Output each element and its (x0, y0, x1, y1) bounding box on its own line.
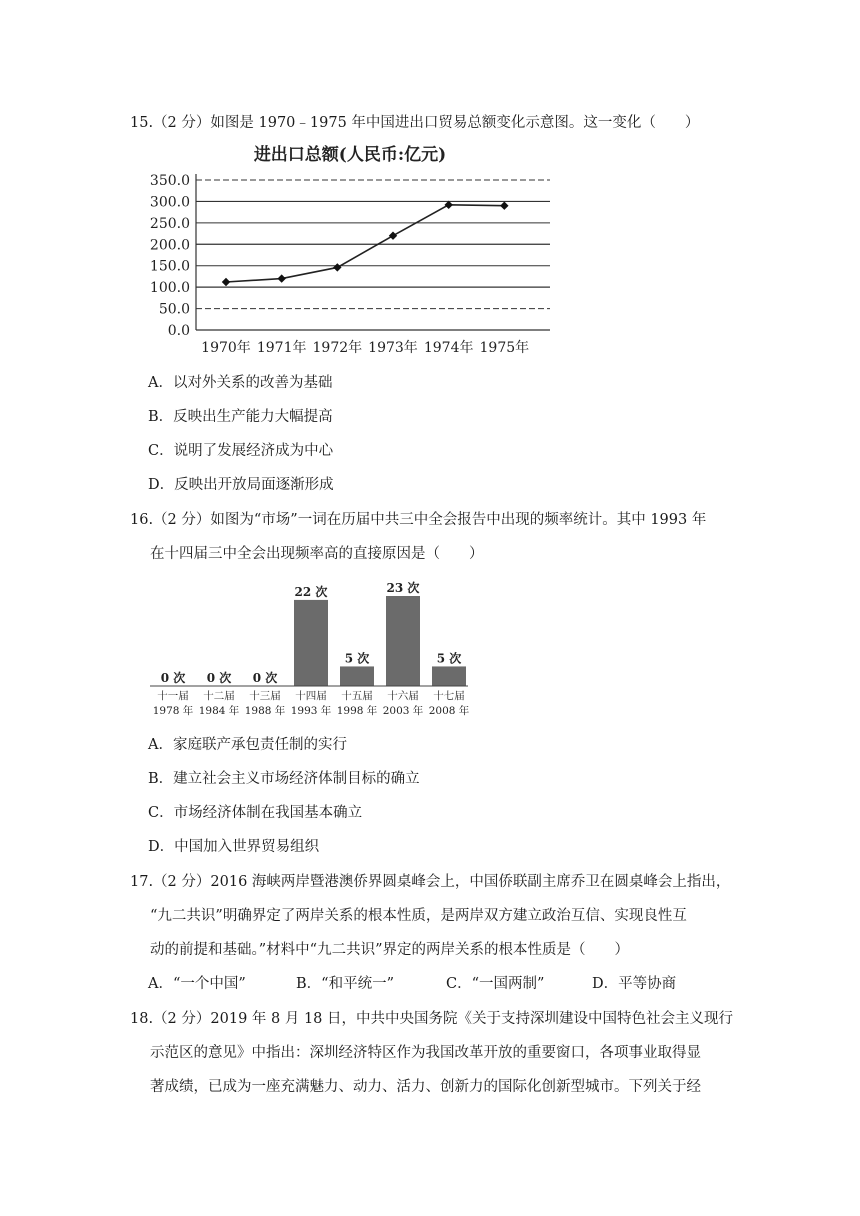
q18-stem-line1: 18.（2 分）2019 年 8 月 18 日，中共中央国务院《关于支持深圳建设中国特色社会主义现行 (130, 1011, 734, 1027)
chart2-bar (340, 666, 374, 686)
chart2-xtick-label: 十一届 (157, 690, 189, 702)
chart2-xtick-label: 十五届 (341, 690, 373, 702)
chart2-xtick-year: 1978 年 (152, 705, 194, 717)
chart1-title: 进出口总额(人民币:亿元) (253, 145, 447, 165)
chart2-xtick-label: 十六届 (387, 690, 419, 702)
chart1-data-point (277, 274, 285, 282)
chart2-data-label: 5 次 (436, 651, 462, 666)
chart1-ytick-label: 50.0 (158, 301, 190, 318)
chart1-ytick-label: 100.0 (150, 280, 190, 297)
chart1-data-point (333, 263, 341, 271)
chart2-xtick-label: 十二届 (203, 690, 235, 702)
chart1-xtick-label: 1975年 (479, 340, 530, 356)
q16-option-d[interactable]: D．中国加入世界贸易组织 (148, 839, 320, 855)
chart1-xtick-label: 1970年 (201, 340, 251, 356)
q16-stem-line2: 在十四届三中全会出现频率高的直接原因是（ ） (150, 546, 484, 562)
chart2-xtick-label: 十四届 (295, 690, 327, 702)
q16-option-b[interactable]: B．建立社会主义市场经济体制目标的确立 (148, 771, 420, 787)
q17-option-d[interactable]: D．平等协商 (592, 976, 677, 992)
chart1-ytick-label: 350.0 (150, 173, 190, 189)
q17-option-c[interactable]: C．“一国两制” (446, 976, 545, 992)
chart2-xtick-year: 1993 年 (290, 705, 332, 717)
chart2-bar (386, 596, 420, 686)
chart2-data-label: 23 次 (386, 581, 420, 595)
chart1-data-point (500, 202, 508, 210)
chart2-xtick-year: 1984 年 (198, 705, 240, 717)
chart1-series-line (226, 205, 504, 282)
chart2-xtick-year: 1998 年 (336, 705, 378, 717)
chart2-data-label: 5 次 (344, 651, 370, 666)
q15-option-c[interactable]: C．说明了发展经济成为中心 (148, 443, 334, 459)
chart2-data-label: 22 次 (294, 584, 328, 599)
chart2-bar (432, 666, 466, 686)
q18-stem-line3: 著成绩，已成为一座充满魅力、动力、活力、创新力的国际化创新型城市。下列关于经 (150, 1079, 701, 1095)
chart1-xtick-label: 1973年 (368, 340, 418, 356)
q17-stem-line2: “九二共识”明确界定了两岸关系的根本性质，是两岸双方建立政治互信、实现良性互 (150, 908, 687, 924)
q17-option-b[interactable]: B．“和平统一” (296, 976, 394, 992)
chart2-bar (294, 600, 328, 686)
chart1-ytick-label: 250.0 (150, 215, 190, 232)
q16-bar-chart (148, 568, 478, 720)
q17-option-a[interactable]: A．“一个中国” (148, 976, 246, 992)
q16-option-c[interactable]: C．市场经济体制在我国基本确立 (148, 805, 363, 821)
q16-option-a[interactable]: A．家庭联产承包责任制的实行 (148, 737, 347, 753)
q15-stem: 15.（2 分）如图是 1970﹣1975 年中国进出口贸易总额变化示意图。这一变化（ ） (130, 115, 700, 131)
chart2-xtick-year: 2008 年 (428, 705, 470, 717)
chart1-data-point (222, 278, 230, 286)
chart1-ytick-label: 200.0 (150, 237, 190, 254)
q16-stem-line1: 16.（2 分）如图为“市场”一词在历届中共三中全会报告中出现的频率统计。其中 1993 年 (130, 512, 707, 528)
chart2-data-label: 0 次 (252, 671, 278, 685)
chart1-xtick-label: 1971年 (256, 340, 307, 356)
chart1-ytick-label: 150.0 (150, 258, 190, 275)
chart2-xtick-year: 1988 年 (244, 705, 286, 717)
q15-line-chart (150, 138, 570, 362)
q17-stem-line3: 动的前提和基础。”材料中“九二共识”界定的两岸关系的根本性质是（ ） (150, 942, 629, 958)
chart1-data-point (389, 232, 397, 240)
q18-stem-line2: 示范区的意见》中指出：深圳经济特区作为我国改革开放的重要窗口，各项事业取得显 (150, 1045, 701, 1061)
chart1-ytick-label: 0.0 (167, 323, 190, 339)
chart1-ytick-label: 300.0 (150, 194, 190, 211)
chart2-xtick-label: 十三届 (249, 690, 281, 702)
chart1-xtick-label: 1972年 (312, 340, 363, 356)
q15-option-a[interactable]: A．以对外关系的改善为基础 (148, 375, 333, 391)
chart1-xtick-label: 1974年 (423, 340, 474, 356)
chart2-xtick-year: 2003 年 (382, 705, 424, 717)
chart2-xtick-label: 十七届 (433, 690, 465, 702)
q17-stem-line1: 17.（2 分）2016 海峡两岸暨港澳侨界圆桌峰会上，中国侨联副主席乔卫在圆桌峰会上指出， (130, 874, 731, 890)
chart2-data-label: 0 次 (206, 671, 232, 685)
q15-option-d[interactable]: D．反映出开放局面逐渐形成 (148, 477, 334, 493)
chart2-data-label: 0 次 (160, 671, 186, 685)
q15-option-b[interactable]: B．反映出生产能力大幅提高 (148, 409, 333, 425)
